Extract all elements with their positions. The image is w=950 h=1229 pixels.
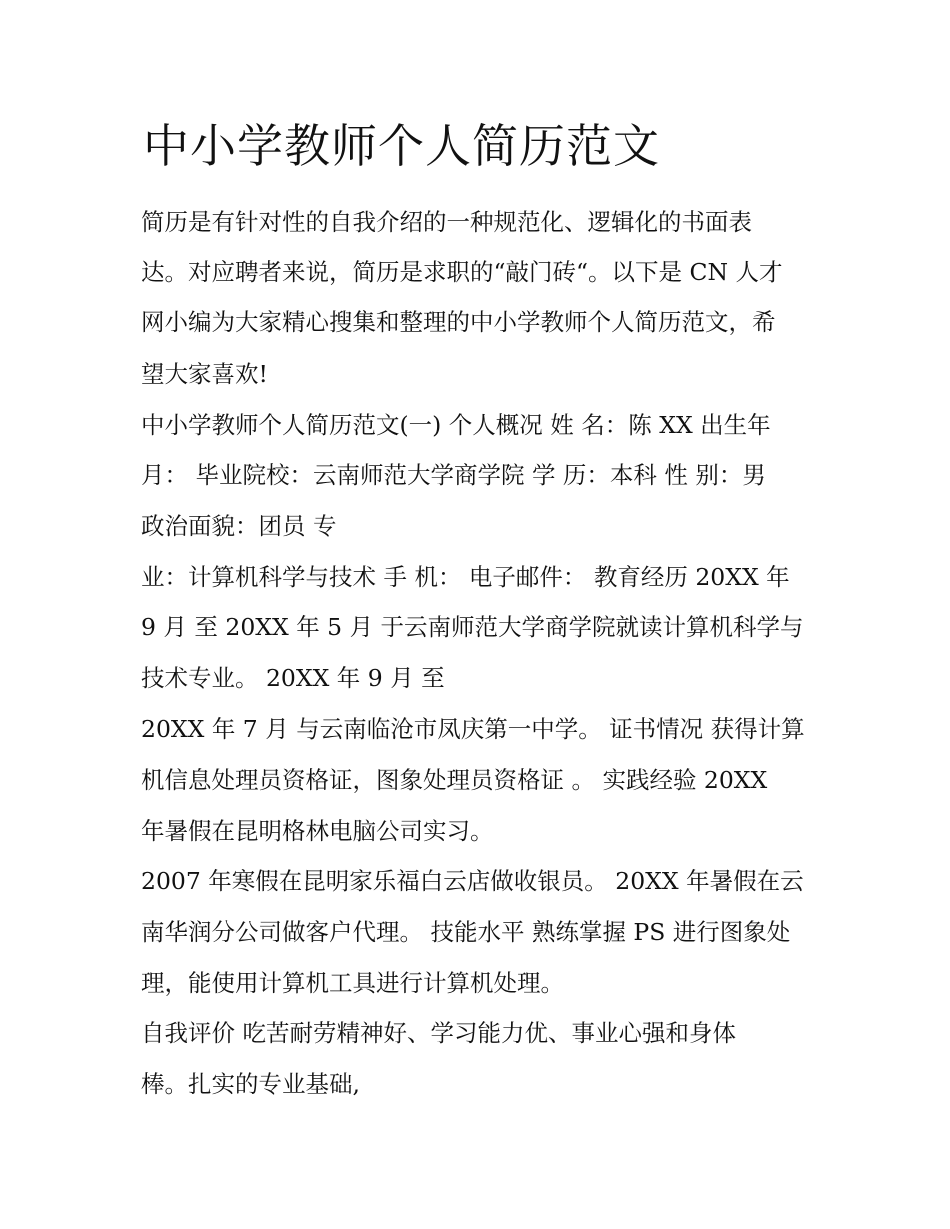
body-line: 达。对应聘者来说，简历是求职的“敲门砖“。以下是 CN 人才	[141, 258, 783, 286]
document-title: 中小学教师个人简历范文	[143, 119, 660, 173]
body-line: 望大家喜欢!	[141, 360, 268, 388]
body-line: 业：计算机科学与技术 手 机： 电子邮件： 教育经历 20XX 年	[141, 563, 790, 591]
body-line: 机信息处理员资格证，图象处理员资格证 。 实践经验 20XX	[141, 766, 768, 794]
body-line: 9 月 至 20XX 年 5 月 于云南师范大学商学院就读计算机科学与	[141, 613, 804, 641]
body-line: 网小编为大家精心搜集和整理的中小学教师个人简历范文，希	[141, 308, 776, 336]
body-line: 简历是有针对性的自我介绍的一种规范化、逻辑化的书面表	[141, 208, 752, 236]
body-line: 技术专业。 20XX 年 9 月 至	[141, 664, 445, 692]
body-line: 理，能使用计算机工具进行计算机处理。	[141, 969, 564, 997]
body-line: 棒。扎实的专业基础,	[141, 1070, 360, 1098]
body-line: 2007 年寒假在昆明家乐福白云店做收银员。 20XX 年暑假在云	[141, 867, 804, 895]
body-line: 南华润分公司做客户代理。 技能水平 熟练掌握 PS 进行图象处	[141, 918, 791, 946]
body-line: 月： 毕业院校：云南师范大学商学院 学 历：本科 性 别：男	[141, 461, 766, 489]
body-line: 自我评价 吃苦耐劳精神好、学习能力优、事业心强和身体	[141, 1019, 736, 1047]
body-line: 政治面貌：团员 专	[141, 512, 337, 540]
body-line: 年暑假在昆明格林电脑公司实习。	[141, 817, 494, 845]
body-line: 20XX 年 7 月 与云南临沧市凤庆第一中学。 证书情况 获得计算	[141, 715, 805, 743]
body-line: 中小学教师个人简历范文(一) 个人概况 姓 名：陈 XX 出生年	[141, 411, 771, 439]
